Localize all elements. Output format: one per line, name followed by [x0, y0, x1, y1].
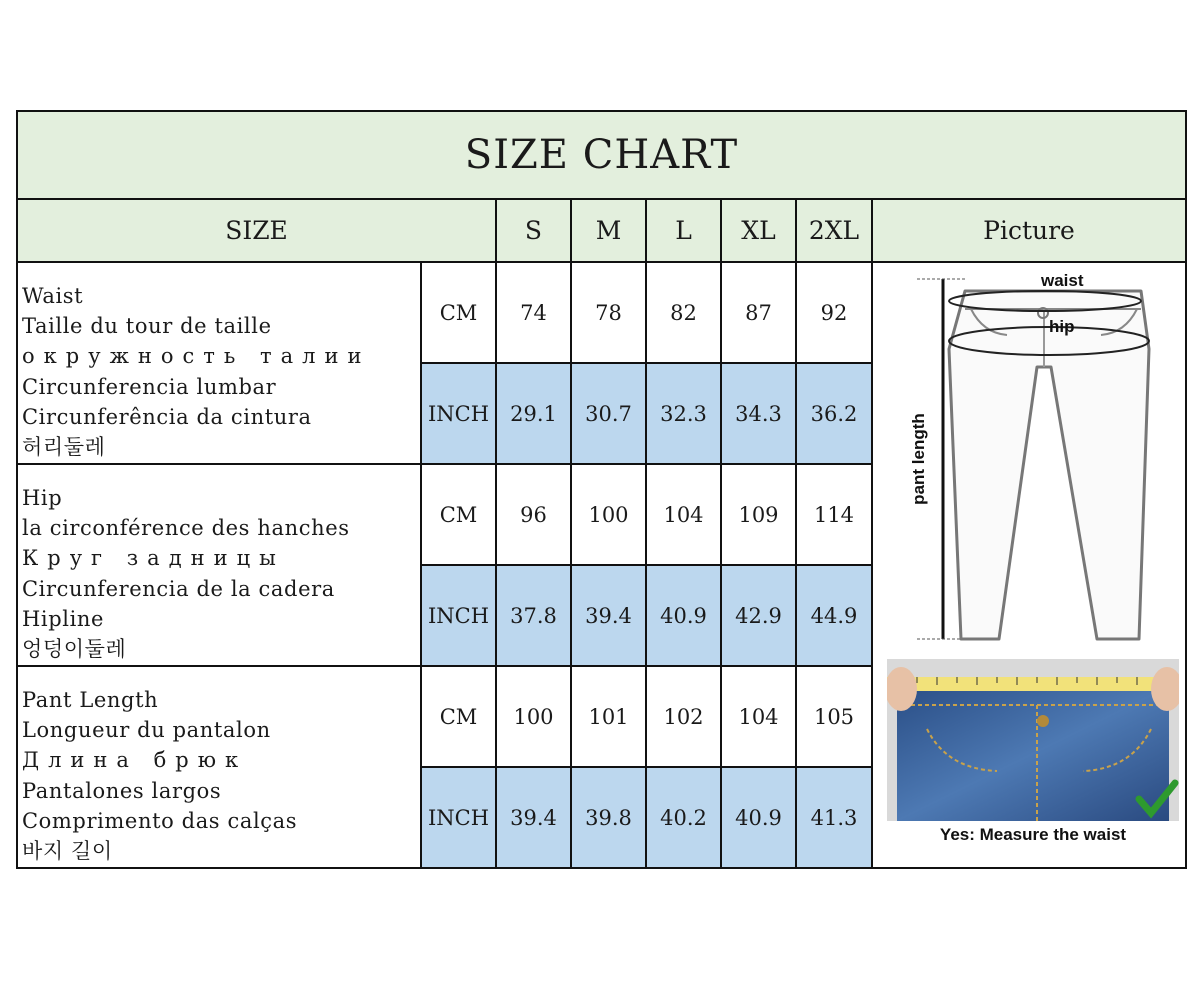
- waist-cm-value: 78: [572, 263, 647, 364]
- hip-inch-value: 37.8: [497, 566, 572, 667]
- hip-cm-value: 96: [497, 465, 572, 566]
- pant-length-inch-value: 40.9: [722, 768, 797, 867]
- pant-length-cm-value: 102: [647, 667, 722, 768]
- pant-length-desc-line: 바지 길이: [22, 838, 113, 863]
- waist-cm-value: 92: [797, 263, 873, 364]
- waist-inch-value: 34.3: [722, 364, 797, 465]
- hip-cm-value: 114: [797, 465, 873, 566]
- hip-cm-value: 100: [572, 465, 647, 566]
- hip-cm-value: 109: [722, 465, 797, 566]
- hip-desc-line: la circonférence des hanches: [22, 516, 350, 541]
- size-2xl-header: 2XL: [797, 200, 873, 263]
- pant-length-inch-value: 39.4: [497, 768, 572, 867]
- size-l-header: L: [647, 200, 722, 263]
- pant-length-cm-value: 101: [572, 667, 647, 768]
- waist-inch-unit: INCH: [422, 364, 497, 465]
- waist-label: waist: [1041, 271, 1084, 290]
- pant-length-desc-line: Pantalones largos: [22, 778, 222, 803]
- pant-length-cm-value: 100: [497, 667, 572, 768]
- size-m-header: M: [572, 200, 647, 263]
- pant-length-cm-value: 104: [722, 667, 797, 768]
- size-chart-table: [16, 110, 1187, 869]
- waist-inch-value: 32.3: [647, 364, 722, 465]
- hip-description: [18, 465, 422, 667]
- hip-label: hip: [1049, 317, 1075, 336]
- hip-desc-line: 엉덩이둘레: [22, 636, 127, 661]
- picture-panel: [873, 263, 1185, 867]
- hip-inch-value: 42.9: [722, 566, 797, 667]
- hip-inch-unit: INCH: [422, 566, 497, 667]
- waist-cm-value: 87: [722, 263, 797, 364]
- hip-desc-line: Круг задницы: [22, 546, 285, 571]
- hip-inch-value: 44.9: [797, 566, 873, 667]
- hip-desc-line: Hipline: [22, 606, 105, 631]
- hip-desc-line: Hip: [22, 486, 63, 510]
- pant-length-description: [18, 667, 422, 867]
- pants-diagram: [887, 269, 1177, 649]
- waist-desc-line: Circunferencia lumbar: [22, 374, 277, 399]
- hip-inch-value: 39.4: [572, 566, 647, 667]
- pant-length-inch-value: 39.8: [572, 768, 647, 867]
- waist-cm-value: 74: [497, 263, 572, 364]
- waist-cm-unit: CM: [422, 263, 497, 364]
- jeans-photo: [887, 659, 1179, 821]
- pant-length-label: pant length: [909, 413, 928, 505]
- chart-title: SIZE CHART: [18, 112, 1185, 200]
- pant-length-desc-line: Pant Length: [22, 688, 159, 712]
- waist-inch-value: 30.7: [572, 364, 647, 465]
- hip-inch-value: 40.9: [647, 566, 722, 667]
- photo-caption: Yes: Measure the waist: [939, 825, 1127, 844]
- waist-description: [18, 263, 422, 465]
- waist-desc-line: Taille du tour de taille: [22, 314, 272, 339]
- waist-desc-line: 허리둘레: [22, 434, 106, 459]
- hip-cm-value: 104: [647, 465, 722, 566]
- waist-desc-line: окружность талии: [22, 344, 371, 369]
- pant-length-inch-value: 40.2: [647, 768, 722, 867]
- size-s-header: S: [497, 200, 572, 263]
- pant-length-desc-line: Longueur du pantalon: [22, 718, 271, 743]
- pant-length-cm-unit: CM: [422, 667, 497, 768]
- picture-header: Picture: [873, 200, 1185, 263]
- size-header: SIZE: [18, 200, 497, 263]
- pant-length-desc-line: Comprimento das calças: [22, 808, 298, 833]
- pant-length-inch-unit: INCH: [422, 768, 497, 867]
- waist-inch-value: 29.1: [497, 364, 572, 465]
- pant-length-inch-value: 41.3: [797, 768, 873, 867]
- hip-cm-unit: CM: [422, 465, 497, 566]
- hip-desc-line: Circunferencia de la cadera: [22, 576, 335, 601]
- waist-desc-line: Waist: [22, 284, 84, 308]
- waist-inch-value: 36.2: [797, 364, 873, 465]
- size-xl-header: XL: [722, 200, 797, 263]
- pant-length-desc-line: Длина брюк: [22, 748, 248, 773]
- waist-cm-value: 82: [647, 263, 722, 364]
- waist-desc-line: Circunferência da cintura: [22, 404, 312, 429]
- pant-length-cm-value: 105: [797, 667, 873, 768]
